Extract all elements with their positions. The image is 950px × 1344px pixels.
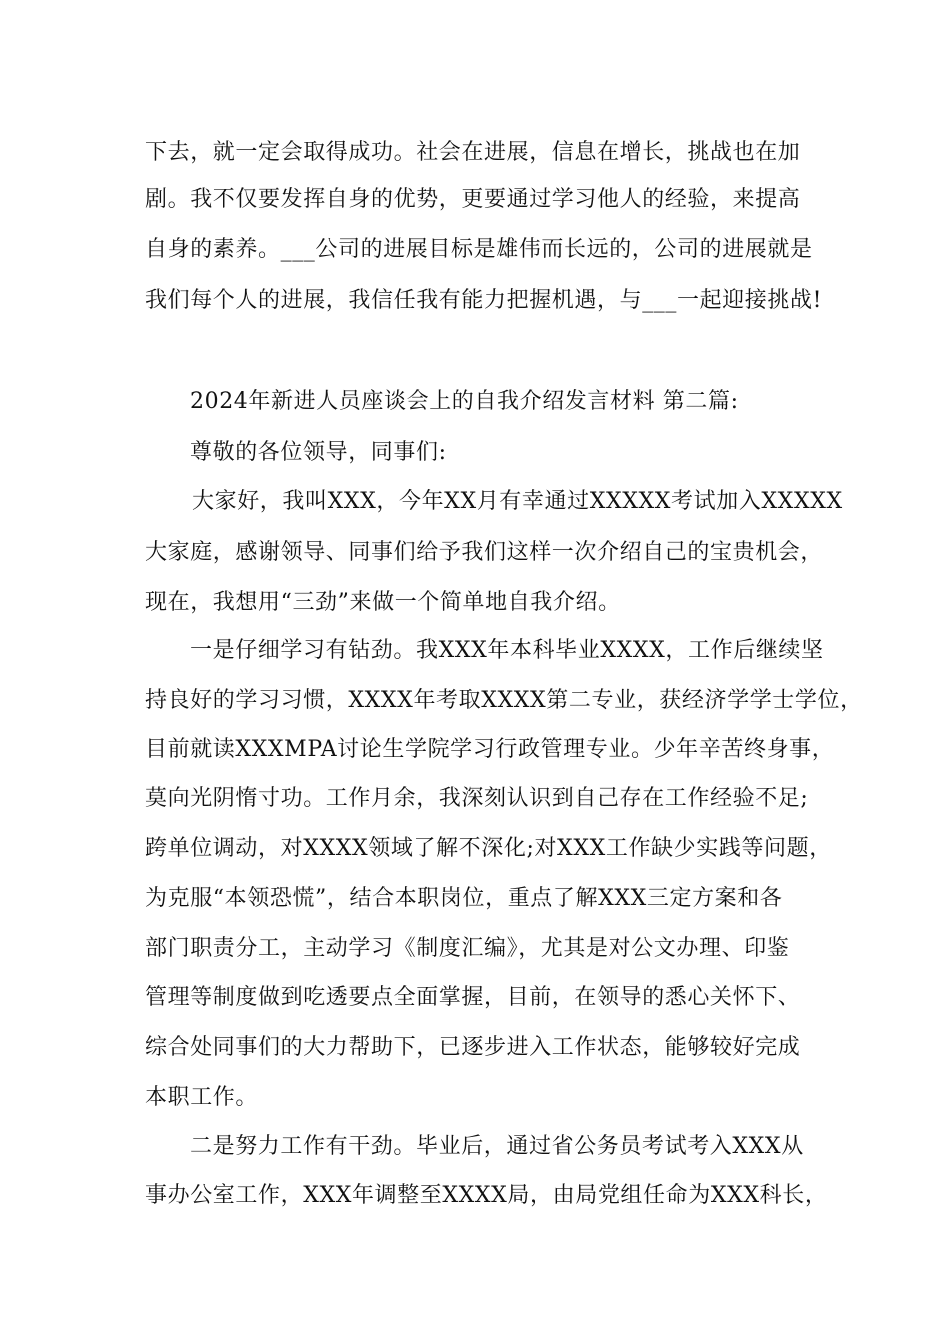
- paragraph-line: 跨单位调动，对XXXX领域了解不深化;对XXX工作缺少实践等问题，: [145, 836, 832, 861]
- paragraph-line: 一是仔细学习有钻劲。我XXX年本科毕业XXXX，工作后继续坚: [190, 638, 824, 663]
- paragraph-line: 事办公室工作，XXX年调整至XXXX局，由局党组任命为XXX科长，: [145, 1183, 828, 1208]
- paragraph-line: 现在，我想用“三劲”来做一个简单地自我介绍。: [145, 590, 621, 615]
- paragraph-line: 二是努力工作有干劲。毕业后，通过省公务员考试考入XXX从: [190, 1134, 804, 1159]
- salutation: 尊敬的各位领导，同事们:: [190, 440, 447, 465]
- paragraph-line: 剧。我不仅要发挥自身的优势，更要通过学习他人的经验，来提高: [145, 187, 801, 212]
- paragraph-line: 管理等制度做到吃透要点全面掌握，目前，在领导的悉心关怀下、: [145, 985, 801, 1010]
- paragraph-line: 综合处同事们的大力帮助下，已逐步进入工作状态，能够较好完成: [145, 1035, 801, 1060]
- paragraph-line: 持良好的学习习惯，XXXX年考取XXXX第二专业，获经济学学士学位，: [145, 688, 863, 713]
- paragraph-line: 本职工作。: [145, 1085, 259, 1110]
- paragraph-line: 莫向光阴惰寸功。工作月余，我深刻认识到自己存在工作经验不足;: [145, 786, 809, 811]
- paragraph-line: 自身的素养。___公司的进展目标是雄伟而长远的，公司的进展就是: [145, 237, 813, 262]
- paragraph-line: 部门职责分工，主动学习《制度汇编》，尤其是对公文办理、印鉴: [145, 936, 790, 961]
- paragraph-line: 下去，就一定会取得成功。社会在进展，信息在增长，挑战也在加: [145, 140, 801, 165]
- section-heading: 2024年新进人员座谈会上的自我介绍发言材料 第二篇:: [190, 389, 739, 414]
- paragraph-line: 我们每个人的进展，我信任我有能力把握机遇，与___一起迎接挑战!: [145, 288, 823, 313]
- paragraph-line: 为克服“本领恐慌”，结合本职岗位，重点了解XXX三定方案和各: [145, 886, 783, 911]
- paragraph-line: 大家好，我叫XXX，今年XX月有幸通过XXXXX考试加入XXXXX: [192, 489, 843, 514]
- paragraph-line: 大家庭，感谢领导、同事们给予我们这样一次介绍自己的宝贵机会，: [145, 540, 824, 565]
- paragraph-line: 目前就读XXXMPA讨论生学院学习行政管理专业。少年辛苦终身事，: [145, 737, 835, 762]
